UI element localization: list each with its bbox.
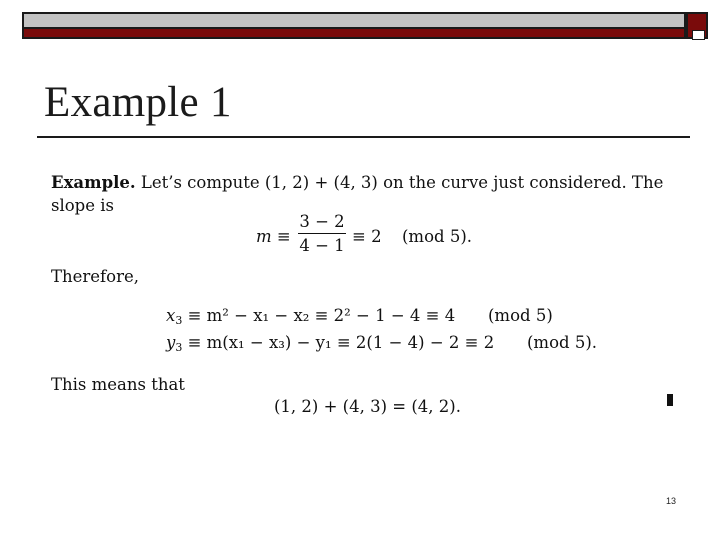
top-bar-red-strip — [22, 29, 686, 39]
slope-fraction — [298, 212, 346, 255]
x3-mod: (mod 5) — [488, 306, 553, 325]
top-bar-corner-square — [686, 12, 708, 39]
slope-rhs: ≡ 2 — [352, 227, 382, 246]
intro-text: Let’s compute (1, 2) + (4, 3) on the curve just considered. The — [140, 173, 664, 192]
means-that-text: This means that — [51, 375, 185, 394]
therefore-text: Therefore, — [51, 267, 139, 286]
title-divider — [37, 136, 690, 138]
qed-mark — [667, 394, 673, 406]
y3-mod: (mod 5). — [527, 333, 598, 352]
slope-denominator: 4 − 1 — [299, 236, 345, 256]
slope-mod: (mod 5). — [402, 227, 473, 246]
page-number: 13 — [666, 496, 677, 506]
top-bar-gray-strip — [22, 12, 686, 29]
x3-expression: ≡ m² − x₁ − x₂ ≡ 2² − 1 − 4 ≡ 4 — [187, 306, 456, 325]
top-decorative-bar — [22, 12, 708, 39]
top-bar-corner-notch — [692, 30, 705, 40]
result-equation: (1, 2) + (4, 3) = (4, 2). — [274, 397, 461, 416]
slope-numerator: 3 − 2 — [299, 212, 345, 231]
y3-expression: ≡ m(x₁ − x₃) − y₁ ≡ 2(1 − 4) − 2 ≡ 2 — [187, 333, 495, 352]
y3-equation: $y_3 \equiv m(x_1 - x_3) - y_1 \equiv 2(1 - 4) - 2 \equiv 2$ — [166, 333, 495, 354]
slope-lhs — [256, 227, 291, 246]
intro-line-2: slope is — [51, 196, 114, 215]
slope-lhs-text: m ≡ — [256, 227, 291, 246]
example-label: Example. — [51, 173, 136, 192]
slide-title: Example 1 — [44, 79, 232, 126]
intro-line-1 — [51, 173, 663, 192]
fraction-bar — [298, 233, 346, 234]
x3-equation: $x_3 \equiv m^2 - x_1 - x_2 \equiv 2^2 - 1 - 4 \equiv 4$ — [166, 306, 456, 327]
